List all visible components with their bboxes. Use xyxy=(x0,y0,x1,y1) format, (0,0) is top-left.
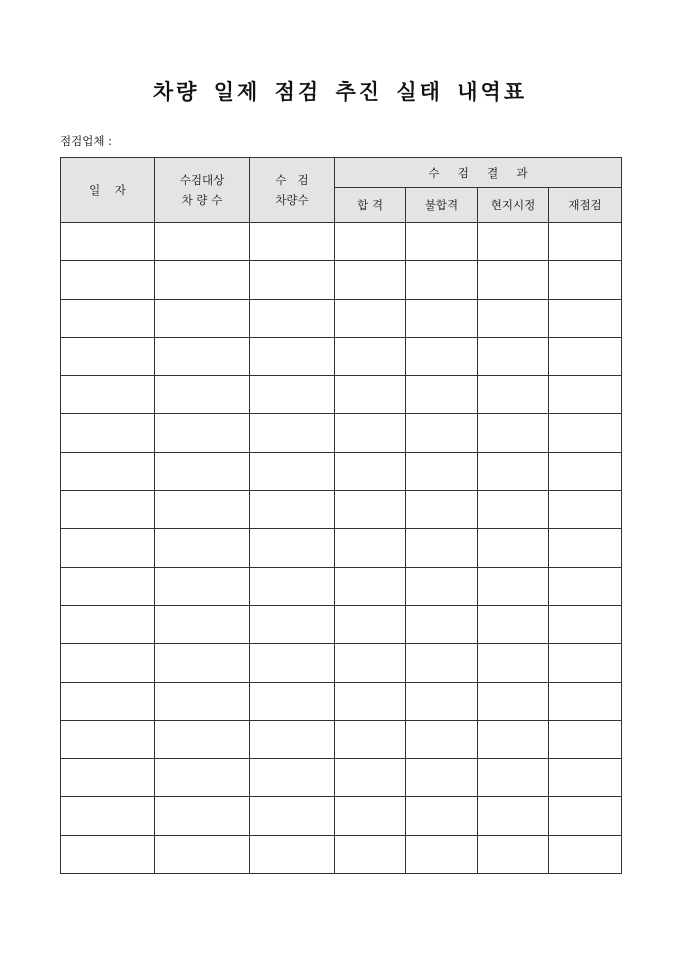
date-cell xyxy=(61,337,155,375)
target-cell xyxy=(155,720,250,758)
target-cell xyxy=(155,759,250,797)
pass-cell xyxy=(335,529,406,567)
reinspect-cell xyxy=(549,682,622,720)
table-row xyxy=(61,567,622,605)
reinspect-cell xyxy=(549,835,622,873)
inspected-cell xyxy=(250,223,335,261)
date-cell xyxy=(61,759,155,797)
onsite-cell xyxy=(478,376,549,414)
inspected-cell xyxy=(250,376,335,414)
reinspect-cell xyxy=(549,299,622,337)
onsite-cell xyxy=(478,835,549,873)
fail-cell xyxy=(406,376,478,414)
fail-cell xyxy=(406,605,478,643)
pass-cell xyxy=(335,720,406,758)
inspected-cell xyxy=(250,567,335,605)
header-inspected-line1: 수 검 xyxy=(275,173,309,187)
pass-cell xyxy=(335,414,406,452)
document-title: 차량 일제 점검 추진 실태 내역표 xyxy=(152,79,528,104)
target-cell xyxy=(155,605,250,643)
reinspect-cell xyxy=(549,644,622,682)
pass-cell xyxy=(335,644,406,682)
reinspect-cell xyxy=(549,797,622,835)
target-cell xyxy=(155,529,250,567)
reinspect-cell xyxy=(549,759,622,797)
onsite-cell xyxy=(478,452,549,490)
inspection-table xyxy=(60,157,622,874)
target-cell xyxy=(155,644,250,682)
reinspect-cell xyxy=(549,452,622,490)
pass-cell xyxy=(335,299,406,337)
onsite-cell xyxy=(478,605,549,643)
date-cell xyxy=(61,720,155,758)
target-cell xyxy=(155,682,250,720)
onsite-cell xyxy=(478,414,549,452)
target-cell xyxy=(155,567,250,605)
fail-cell xyxy=(406,529,478,567)
fail-cell xyxy=(406,223,478,261)
fail-cell xyxy=(406,682,478,720)
reinspect-cell xyxy=(549,337,622,375)
table-row xyxy=(61,337,622,375)
header-reinspection: 재점검 xyxy=(549,188,622,223)
onsite-cell xyxy=(478,491,549,529)
inspector-label: 점검업체 : xyxy=(60,134,112,148)
table-row xyxy=(61,299,622,337)
table-row xyxy=(61,376,622,414)
inspected-cell xyxy=(250,644,335,682)
fail-cell xyxy=(406,644,478,682)
table-row xyxy=(61,529,622,567)
pass-cell xyxy=(335,452,406,490)
reinspect-cell xyxy=(549,261,622,299)
inspected-cell xyxy=(250,529,335,567)
onsite-cell xyxy=(478,337,549,375)
inspected-cell xyxy=(250,261,335,299)
onsite-cell xyxy=(478,261,549,299)
header-fail: 불합격 xyxy=(406,188,478,223)
target-cell xyxy=(155,299,250,337)
fail-cell xyxy=(406,759,478,797)
fail-cell xyxy=(406,261,478,299)
onsite-cell xyxy=(478,567,549,605)
reinspect-cell xyxy=(549,414,622,452)
header-inspected-line2: 차량수 xyxy=(275,193,309,207)
pass-cell xyxy=(335,682,406,720)
reinspect-cell xyxy=(549,491,622,529)
target-cell xyxy=(155,223,250,261)
pass-cell xyxy=(335,491,406,529)
target-cell xyxy=(155,261,250,299)
date-cell xyxy=(61,567,155,605)
reinspect-cell xyxy=(549,605,622,643)
inspected-cell xyxy=(250,835,335,873)
fail-cell xyxy=(406,835,478,873)
date-cell xyxy=(61,452,155,490)
pass-cell xyxy=(335,567,406,605)
header-target-vehicles xyxy=(155,158,250,223)
pass-cell xyxy=(335,261,406,299)
onsite-cell xyxy=(478,759,549,797)
fail-cell xyxy=(406,299,478,337)
pass-cell xyxy=(335,759,406,797)
table-row xyxy=(61,720,622,758)
pass-cell xyxy=(335,605,406,643)
reinspect-cell xyxy=(549,376,622,414)
inspected-cell xyxy=(250,299,335,337)
inspected-cell xyxy=(250,491,335,529)
header-target-line1: 수검대상 xyxy=(179,173,225,187)
fail-cell xyxy=(406,491,478,529)
table-row xyxy=(61,835,622,873)
table-row xyxy=(61,682,622,720)
onsite-cell xyxy=(478,529,549,567)
inspected-cell xyxy=(250,414,335,452)
reinspect-cell xyxy=(549,529,622,567)
fail-cell xyxy=(406,720,478,758)
target-cell xyxy=(155,491,250,529)
inspected-cell xyxy=(250,720,335,758)
date-cell xyxy=(61,529,155,567)
inspected-cell xyxy=(250,337,335,375)
table-row xyxy=(61,759,622,797)
table-row xyxy=(61,223,622,261)
date-cell xyxy=(61,223,155,261)
date-cell xyxy=(61,299,155,337)
target-cell xyxy=(155,452,250,490)
fail-cell xyxy=(406,567,478,605)
table-row xyxy=(61,491,622,529)
onsite-cell xyxy=(478,797,549,835)
onsite-cell xyxy=(478,223,549,261)
onsite-cell xyxy=(478,299,549,337)
onsite-cell xyxy=(478,720,549,758)
table-row xyxy=(61,605,622,643)
fail-cell xyxy=(406,337,478,375)
reinspect-cell xyxy=(549,720,622,758)
header-inspected-vehicles xyxy=(250,158,335,223)
table-row xyxy=(61,797,622,835)
table-row xyxy=(61,414,622,452)
header-onsite-correction: 현지시정 xyxy=(478,188,549,223)
reinspect-cell xyxy=(549,223,622,261)
pass-cell xyxy=(335,797,406,835)
inspected-cell xyxy=(250,605,335,643)
date-cell xyxy=(61,491,155,529)
target-cell xyxy=(155,414,250,452)
inspected-cell xyxy=(250,682,335,720)
table-row xyxy=(61,261,622,299)
date-cell xyxy=(61,835,155,873)
pass-cell xyxy=(335,376,406,414)
date-cell xyxy=(61,414,155,452)
onsite-cell xyxy=(478,682,549,720)
inspected-cell xyxy=(250,452,335,490)
date-cell xyxy=(61,261,155,299)
fail-cell xyxy=(406,452,478,490)
inspected-cell xyxy=(250,797,335,835)
header-pass: 합 격 xyxy=(335,188,406,223)
fail-cell xyxy=(406,414,478,452)
date-cell xyxy=(61,376,155,414)
table-row xyxy=(61,452,622,490)
date-cell xyxy=(61,797,155,835)
target-cell xyxy=(155,835,250,873)
target-cell xyxy=(155,337,250,375)
table-row xyxy=(61,644,622,682)
date-cell xyxy=(61,644,155,682)
pass-cell xyxy=(335,835,406,873)
target-cell xyxy=(155,376,250,414)
inspected-cell xyxy=(250,759,335,797)
reinspect-cell xyxy=(549,567,622,605)
pass-cell xyxy=(335,223,406,261)
onsite-cell xyxy=(478,644,549,682)
header-date: 일 자 xyxy=(61,158,155,223)
pass-cell xyxy=(335,337,406,375)
fail-cell xyxy=(406,797,478,835)
header-target-line2: 차 량 수 xyxy=(181,193,223,207)
table-body xyxy=(61,223,622,874)
date-cell xyxy=(61,605,155,643)
target-cell xyxy=(155,797,250,835)
date-cell xyxy=(61,682,155,720)
header-inspection-result: 수 검 결 과 xyxy=(335,158,622,188)
